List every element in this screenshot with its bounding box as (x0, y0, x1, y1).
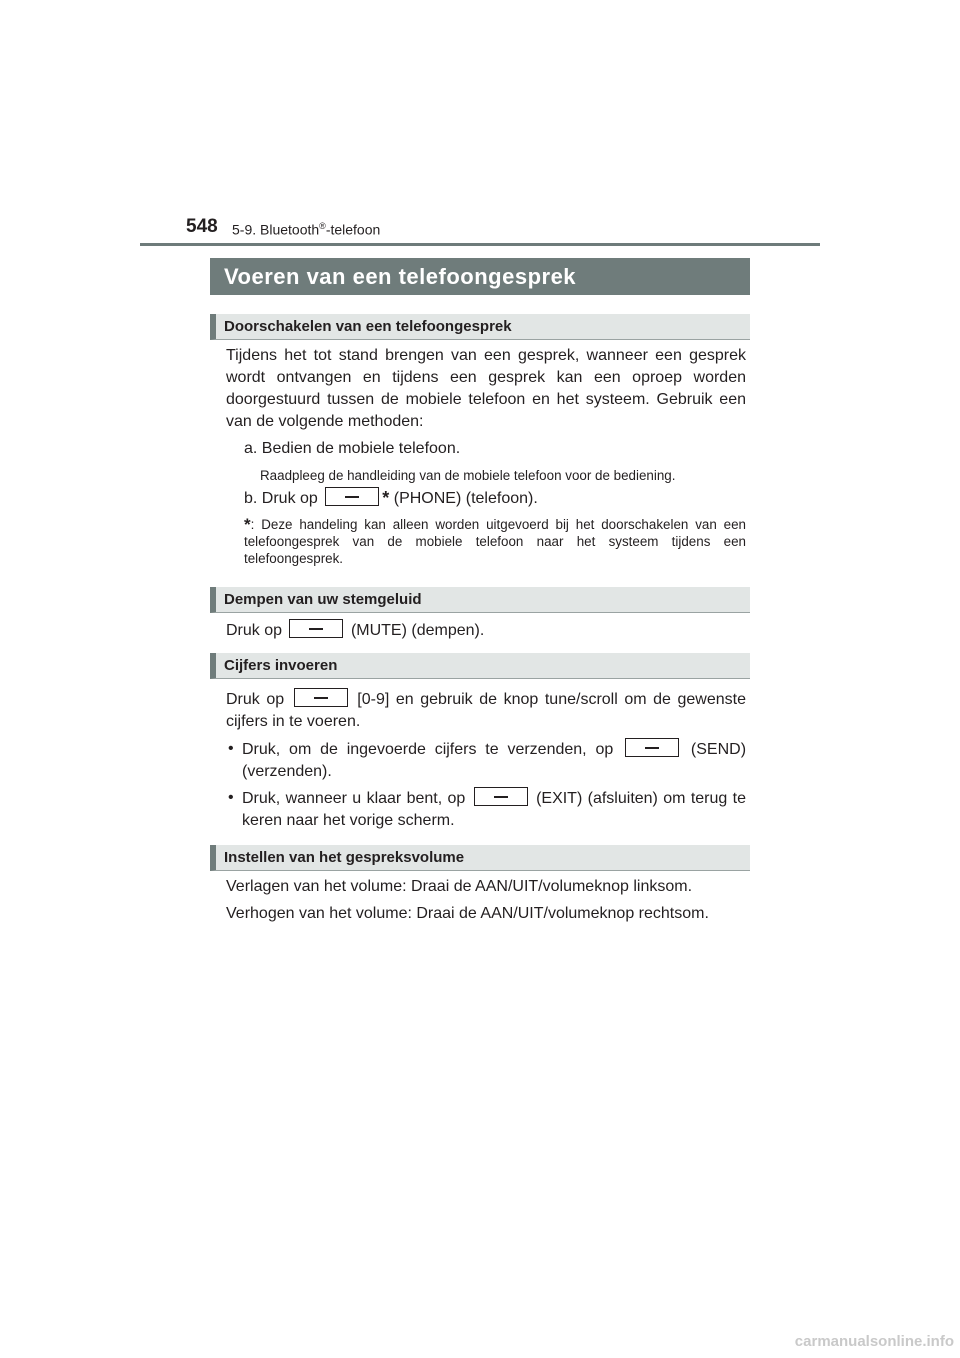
exit-before: Druk, wanneer u klaar bent, op (242, 790, 466, 807)
page-title: Voeren van een telefoongesprek (210, 258, 750, 295)
transfer-intro: Tijdens het tot stand brengen van een gesprek, wanneer een gesprek wordt ontvangen en tijdens een gesprek kan een oproep worden doorgestuurd tussen de mobiele telefoon en het systeem. Gebruik een van de volgende methoden: (226, 347, 746, 430)
digits-after: [0-9] en gebruik de knop tune/scroll om de gewenste cijfers in te voeren. (226, 691, 746, 730)
footnote-star: * (244, 515, 251, 534)
send-before: Druk, om de ingevoerde cijfers te verzenden, op (242, 741, 614, 758)
item-a-text: Bedien de mobiele telefoon. (261, 440, 461, 457)
transfer-item-a (244, 438, 744, 460)
transfer-item-b (244, 487, 744, 510)
mute-before: Druk op (226, 622, 283, 639)
breadcrumb-suffix: -telefoon (325, 221, 381, 238)
item-a-note: Raadpleeg de handleiding van de mobiele telefoon voor de bediening. (260, 468, 676, 483)
section-heading-volume: Instellen van het gespreksvolume (210, 845, 750, 871)
exit-after: (EXIT) (afsluiten) om terug te keren naar het vorige scherm. (242, 790, 746, 829)
item-b-star: * (382, 488, 390, 508)
volume-down-text: Verlagen van het volume: Draai de AAN/UIT/volumeknop linksom. (226, 878, 693, 895)
digits-before: Druk op (226, 691, 285, 708)
bullet-dot: • (228, 789, 234, 806)
item-a-label: a. (244, 440, 258, 457)
page-number: 548 (186, 216, 218, 237)
section-heading-mute: Dempen van uw stemgeluid (210, 587, 750, 613)
exit-key-icon (474, 787, 528, 806)
footnote (244, 516, 746, 567)
list-item-send (228, 738, 746, 783)
volume-up-text: Verhogen van het volume: Draai de AAN/UIT/volumeknop rechtsom. (226, 905, 709, 922)
header-rule (140, 243, 820, 246)
mute-instruction (226, 619, 746, 642)
send-key-icon (625, 738, 679, 757)
mute-after: (MUTE) (dempen). (350, 622, 485, 639)
registered-mark: ® (319, 221, 326, 231)
watermark: carmanualsonline.info (794, 1333, 954, 1350)
bullet-dot: • (228, 740, 234, 757)
item-b-label: b. (244, 490, 258, 507)
digits-instruction (226, 688, 746, 733)
footnote-text: : Deze handeling kan alleen worden uitgevoerd bij het doorschakelen van een telefoongesprek van de mobiele telefoon naar het systeem tijdens een telefoongesprek. (244, 517, 746, 566)
phone-key-icon (325, 487, 379, 506)
breadcrumb-prefix: 5-9. Bluetooth (232, 221, 320, 238)
item-b-after: (PHONE) (telefoon). (393, 490, 538, 507)
send-after: (SEND) (verzenden). (242, 741, 747, 780)
digits-key-icon (294, 688, 348, 707)
breadcrumb (232, 221, 380, 238)
list-item-exit (228, 787, 746, 832)
item-b-before: Druk op (261, 490, 318, 507)
mute-key-icon (289, 619, 343, 638)
section-heading-transfer: Doorschakelen van een telefoongesprek (210, 314, 750, 340)
section-heading-digits: Cijfers invoeren (210, 653, 750, 679)
